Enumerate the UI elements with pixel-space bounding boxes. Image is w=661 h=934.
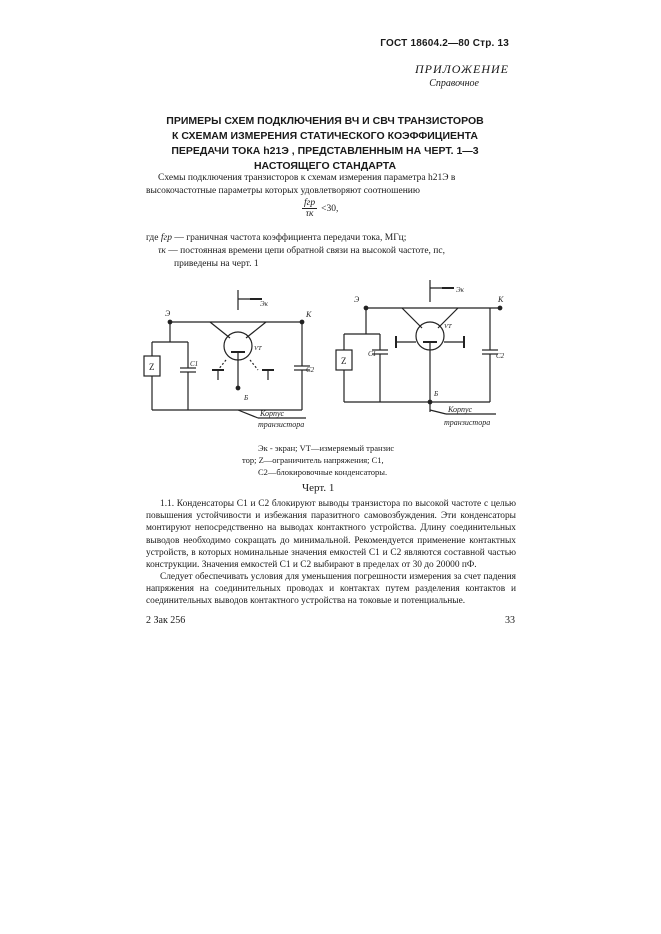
collector-lead — [246, 322, 266, 338]
intro-line-1: Схемы подключения транзисторов к схемам измерения параметра h21Э в — [158, 173, 456, 183]
criterion-formula — [302, 198, 338, 219]
formula-relation: <30, — [321, 203, 339, 214]
paragraph-2: Следует обеспечивать условия для уменьшения погрешности измерения за счет падения напряжения на соединительных проводах и контактах путем разделения контактов и соединительных выводов контактного устройства на токовые и потенциальные. — [146, 572, 516, 607]
right-case-label-2: транзистора — [444, 418, 491, 427]
appendix-subtitle: Справочное — [429, 78, 479, 89]
screen-dash-right — [250, 360, 258, 370]
title-line-3: ПЕРЕДАЧИ ТОКА h21Э , ПРЕДСТАВЛЕННЫМ НА ЧЕРТ. 1—3 — [171, 145, 479, 157]
legend-line-3: C2—блокировочные конденсаторы. — [258, 467, 388, 477]
tk-definition: — постоянная времени цепи обратной связи на высокой частоте, пс, — [168, 246, 445, 256]
right-z-label: Z — [341, 356, 347, 366]
where-line-2 — [158, 245, 445, 259]
right-transistor-label: VT — [444, 323, 452, 330]
fgr-definition: — граничная частота коэффициента передачи тока, МГц; — [174, 233, 407, 243]
left-c2-label: C2 — [306, 366, 315, 374]
emitter-lead — [402, 308, 422, 328]
circuit-diagrams — [130, 280, 530, 440]
where-line-3: приведены на черт. 1 — [174, 259, 259, 269]
base-terminal — [428, 400, 432, 404]
emitter-lead — [210, 322, 230, 338]
formula-fraction — [302, 198, 317, 219]
legend-line-1: Эк - экран; VT—измеряемый транзис — [258, 443, 395, 453]
left-case-label-2: транзистора — [258, 420, 305, 429]
right-circuit — [336, 280, 505, 427]
where-line-1 — [146, 232, 406, 246]
left-emitter-label: Э — [165, 309, 171, 318]
left-transistor-label: VT — [254, 345, 262, 352]
section-title — [120, 114, 530, 174]
right-c1-label: C1 — [368, 350, 377, 358]
footer-order-number: 2 Зак 256 — [146, 615, 186, 626]
left-c1-label: C1 — [190, 360, 199, 368]
appendix-label: ПРИЛОЖЕНИЕ — [415, 62, 509, 76]
left-case-label-1: Корпус — [260, 409, 285, 418]
right-case-label-1: Корпус — [448, 405, 473, 414]
tk-symbol: τк — [158, 246, 166, 256]
right-screen-label: Эк — [456, 286, 464, 294]
title-line-2: К СХЕМАМ ИЗМЕРЕНИЯ СТАТИЧЕСКОГО КОЭФФИЦИЕНТА — [172, 130, 478, 142]
case-pointer — [430, 410, 446, 414]
left-screen-label: Эк — [260, 300, 268, 308]
title-line-1: ПРИМЕРЫ СХЕМ ПОДКЛЮЧЕНИЯ ВЧ И СВЧ ТРАНЗИСТОРОВ — [166, 115, 484, 127]
base-terminal — [236, 386, 240, 390]
left-circuit — [144, 290, 315, 429]
right-emitter-label: Э — [354, 295, 360, 304]
where-prefix: где — [146, 233, 159, 243]
right-c2-label: C2 — [496, 352, 505, 360]
formula-denominator: τк — [305, 209, 314, 219]
figure-caption: Черт. 1 — [302, 482, 335, 494]
left-collector-label: К — [306, 310, 312, 319]
intro-line-2: высокочастотные параметры которых удовлетворяют соотношению — [146, 186, 420, 196]
screen-dash-left — [218, 360, 226, 370]
legend-line-2: тор; Z—ограничитель напряжения; C1, — [242, 455, 384, 465]
fgr-symbol: fгр — [160, 233, 172, 243]
left-base-label: Б — [244, 394, 249, 402]
left-z-label: Z — [149, 362, 155, 372]
right-collector-label: К — [498, 295, 504, 304]
page-header: ГОСТ 18604.2—80 Стр. 13 — [380, 38, 509, 49]
formula-numerator: fгр — [304, 198, 316, 208]
collector-terminal — [498, 306, 502, 310]
right-base-label: Б — [434, 390, 439, 398]
case-pointer — [238, 410, 258, 418]
title-line-4: НАСТОЯЩЕГО СТАНДАРТА — [253, 160, 397, 172]
footer-page-number: 33 — [505, 615, 515, 626]
paragraph-1-1: 1.1. Конденсаторы C1 и C2 блокируют выводы транзистора по высокой частоте с целью повышения устойчивости и избежания паразитного самовозбуждения. Эти конденсаторы монтируют непосредственно на выводах контактного устройства. Длину соединительных выводов необходимо сокращать до минимальной. Рекомендуется применение контактных устройств, в которых номинальные значения емкостей C1 и C2 являются составной частью конструкции. Значения емкостей C1 и C2 выбирают в пределах от 30 до 20000 пФ. — [146, 499, 516, 571]
